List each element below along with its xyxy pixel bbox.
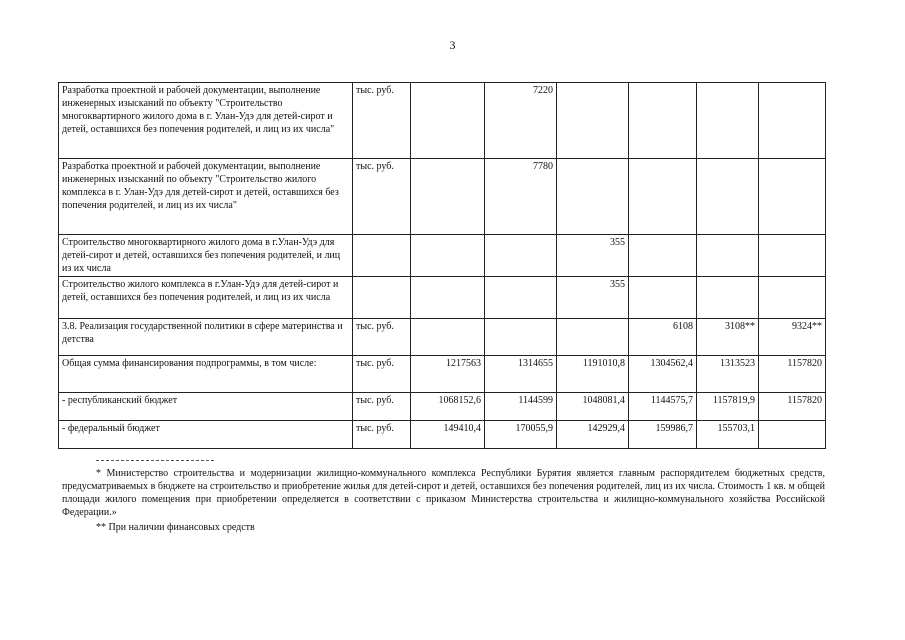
row-value bbox=[629, 83, 697, 159]
row-unit: тыс. руб. bbox=[353, 159, 411, 235]
row-value bbox=[629, 235, 697, 277]
table-row bbox=[59, 235, 826, 277]
row-value: 9324** bbox=[759, 319, 826, 356]
row-value bbox=[759, 83, 826, 159]
footnote-1: * Министерство строительства и модернизации жилищно-коммунального комплекса Республики Бурятия является главным распорядителем бюджетных средств, предусматриваемых в бюджете на строительство и приобретение жилья для детей-сирот и детей, оставшихся без попечения родителей, лиц из их числа. Стоимость 1 кв. м общей площади жилого помещения при приобретении определяется в соответствии с приказом Министерства строительства и жилищно-коммунального хозяйства Российской Федерации.» bbox=[62, 468, 825, 518]
row-value: 142929,4 bbox=[557, 421, 629, 449]
row-value: 355 bbox=[557, 277, 629, 319]
row-value: 1304562,4 bbox=[629, 356, 697, 393]
footnote-separator bbox=[96, 460, 214, 461]
row-name: Общая сумма финансирования подпрограммы, в том числе: bbox=[59, 356, 353, 393]
row-value bbox=[411, 319, 485, 356]
row-value: 1157820 bbox=[759, 393, 826, 421]
row-value bbox=[557, 159, 629, 235]
table-row bbox=[59, 421, 826, 449]
row-name: Разработка проектной и рабочей документации, выполнение инженерных изысканий по объекту "Строительство многоквартирного жилого дома в г. Улан-Удэ для детей-сирот и детей, оставшихся без попечения родителей, и лиц из их числа" bbox=[59, 83, 353, 159]
row-value bbox=[557, 319, 629, 356]
row-value bbox=[557, 83, 629, 159]
row-value: 6108 bbox=[629, 319, 697, 356]
table-row bbox=[59, 159, 826, 235]
row-value: 7220 bbox=[485, 83, 557, 159]
row-value bbox=[759, 277, 826, 319]
budget-table bbox=[58, 82, 826, 449]
row-value bbox=[759, 159, 826, 235]
table-row bbox=[59, 356, 826, 393]
row-value: 1191010,8 bbox=[557, 356, 629, 393]
row-unit bbox=[353, 277, 411, 319]
page-number: 3 bbox=[449, 38, 456, 52]
row-name: - федеральный бюджет bbox=[59, 421, 353, 449]
row-value bbox=[697, 235, 759, 277]
row-value: 1144599 bbox=[485, 393, 557, 421]
row-unit: тыс. руб. bbox=[353, 319, 411, 356]
row-value bbox=[485, 319, 557, 356]
row-value: 1217563 bbox=[411, 356, 485, 393]
footnotes bbox=[62, 460, 825, 534]
row-name: 3.8. Реализация государственной политики в сфере материнства и детства bbox=[59, 319, 353, 356]
row-value: 3108** bbox=[697, 319, 759, 356]
row-unit: тыс. руб. bbox=[353, 421, 411, 449]
table-row bbox=[59, 319, 826, 356]
row-unit bbox=[353, 235, 411, 277]
row-name: Строительство многоквартирного жилого дома в г.Улан-Удэ для детей-сирот и детей, оставшихся без попечения родителей, и лиц из их числа bbox=[59, 235, 353, 277]
row-value bbox=[411, 277, 485, 319]
row-value bbox=[759, 235, 826, 277]
row-value bbox=[697, 159, 759, 235]
row-value bbox=[629, 159, 697, 235]
row-value: 149410,4 bbox=[411, 421, 485, 449]
row-value bbox=[411, 235, 485, 277]
row-value: 1157820 bbox=[759, 356, 826, 393]
row-unit: тыс. руб. bbox=[353, 393, 411, 421]
row-value bbox=[629, 277, 697, 319]
row-value bbox=[485, 235, 557, 277]
row-value bbox=[697, 277, 759, 319]
row-value: 155703,1 bbox=[697, 421, 759, 449]
row-name: Строительство жилого комплекса в г.Улан-Удэ для детей-сирот и детей, оставшихся без попечения родителей, и лиц из их числа bbox=[59, 277, 353, 319]
table-row bbox=[59, 393, 826, 421]
row-value: 1048081,4 bbox=[557, 393, 629, 421]
row-value bbox=[411, 159, 485, 235]
row-unit: тыс. руб. bbox=[353, 83, 411, 159]
row-value: 355 bbox=[557, 235, 629, 277]
row-value bbox=[697, 83, 759, 159]
row-value: 1314655 bbox=[485, 356, 557, 393]
row-value: 170055,9 bbox=[485, 421, 557, 449]
table-row bbox=[59, 277, 826, 319]
row-value: 7780 bbox=[485, 159, 557, 235]
row-value bbox=[411, 83, 485, 159]
table-row bbox=[59, 83, 826, 159]
row-value: 1313523 bbox=[697, 356, 759, 393]
row-value: 1157819,9 bbox=[697, 393, 759, 421]
row-name: - республиканский бюджет bbox=[59, 393, 353, 421]
row-value: 1068152,6 bbox=[411, 393, 485, 421]
row-value: 159986,7 bbox=[629, 421, 697, 449]
footnote-2: ** При наличии финансовых средств bbox=[96, 522, 255, 533]
row-value bbox=[485, 277, 557, 319]
row-value: 1144575,7 bbox=[629, 393, 697, 421]
row-unit: тыс. руб. bbox=[353, 356, 411, 393]
row-name: Разработка проектной и рабочей документации, выполнение инженерных изысканий по объекту "Строительство жилого комплекса в г. Улан-Удэ для детей-сирот и детей, оставшихся без попечения родителей, и лиц из их числа" bbox=[59, 159, 353, 235]
row-value bbox=[759, 421, 826, 449]
